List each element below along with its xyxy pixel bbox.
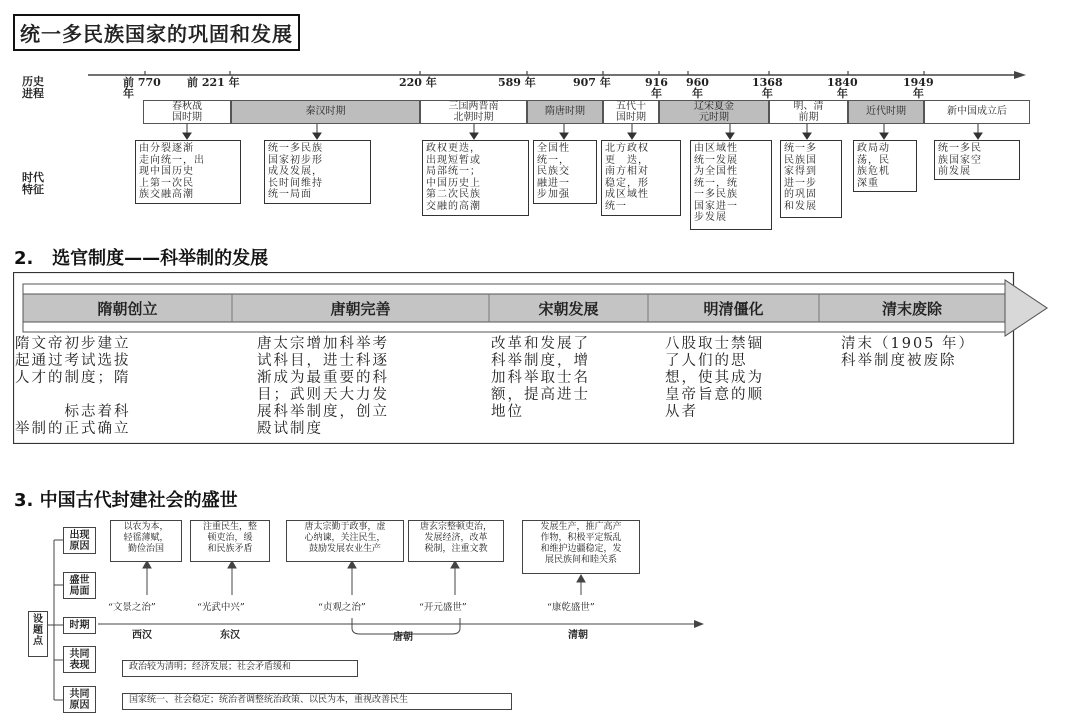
dynasty-label: 清朝	[568, 630, 588, 641]
keju-stage-body: 唐太宗增加科举考 试科目，进士科逐 渐成为最重要的科 目；武则天大力发 展科举制度，创立 殿试制度	[257, 336, 389, 437]
year-label: 1949 年	[903, 76, 934, 100]
feature-box: 由区域性 统一发展 为全国性 统一，统 一多民族 国家进一 步发展	[690, 140, 772, 230]
feature-box: 全国性 统一， 民族交 融进一 步加强	[533, 140, 597, 204]
reason-box: 注重民生，整 顿吏治，缓 和民族矛盾	[190, 520, 270, 562]
reason-box: 唐太宗勤于政事，虚 心纳谏，关注民生， 鼓励发展农业生产	[286, 520, 404, 562]
feature-box: 政权更迭， 出现短暂或 局部统一； 中国历史上 第二次民族 交融的高潮	[422, 140, 529, 216]
year-label: 前 770 年	[123, 76, 161, 100]
event-label: “开元盛世”	[419, 602, 467, 613]
period-qin-han: 秦汉时期	[231, 100, 420, 124]
row-label-feature: 时代 特征	[22, 171, 44, 196]
feature-box: 统一多 民族国 家得到 进一步 的巩固 和发展	[780, 140, 842, 218]
feature-box: 统一多民族 国家初步形 成及发展， 长时间维持 统一局面	[264, 140, 371, 204]
reason-box: 唐玄宗整顿吏治， 发展经济，改革 税制，注重文教	[408, 520, 504, 562]
section2-title: 2. 选官制度——科举制的发展	[14, 248, 269, 269]
row-label-history: 历史 进程	[22, 75, 44, 100]
section3-title: 3. 中国古代封建社会的盛世	[14, 490, 238, 511]
section1-title: 统一多民族国家的巩固和发展	[13, 14, 300, 51]
keju-arrow-tip	[1005, 280, 1047, 336]
year-label: 907 年	[573, 76, 611, 89]
dynasty-label: 西汉	[132, 630, 152, 641]
side-label: 共同 表现	[63, 646, 96, 673]
keju-stage-body: 清末（1905 年） 科举制度被废除	[841, 336, 976, 369]
reason-box: 以农为本， 轻徭薄赋， 勤俭治国	[110, 520, 182, 562]
side-label: 共同 原因	[63, 686, 96, 713]
feature-box: 统一多民 族国家空 前发展	[934, 140, 1020, 180]
feature-box: 由分裂逐渐 走向统一，出 现中国历史 上第一次民 族交融高潮	[135, 140, 241, 204]
period-sui-tang: 隋唐时期	[527, 100, 603, 124]
period-three-kingdoms: 三国两晋南 北朝时期	[420, 100, 527, 124]
year-label: 前 221 年	[187, 76, 240, 89]
period-five-dynasties: 五代十 国时期	[603, 100, 659, 124]
common-reason-box: 国家统一、社会稳定；统治者调整统治政策、以民为本，重视改善民生	[122, 693, 512, 710]
dynasty-label: 东汉	[220, 630, 240, 641]
keju-stage-head: 隋朝创立	[97, 300, 158, 318]
feature-box: 政局动 荡，民 族危机 深重	[853, 140, 917, 192]
year-label: 220 年	[399, 76, 437, 89]
feature-box: 北方政权 更 迭， 南方相对 稳定，形 成区域性 统一	[601, 140, 681, 216]
year-label: 1840 年	[827, 76, 858, 100]
dynasty-label-tang: 唐朝	[393, 632, 413, 643]
event-label: “贞观之治”	[318, 602, 366, 613]
year-label: 1368 年	[752, 76, 783, 100]
common-performance-box: 政治较为清明；经济发展；社会矛盾缓和	[122, 660, 358, 677]
event-label: “康乾盛世”	[547, 602, 595, 613]
period-spring-autumn: 春秋战 国时期	[143, 100, 231, 124]
side-label: 盛世 局面	[63, 572, 96, 599]
keju-stage-head: 清末废除	[881, 300, 942, 318]
keju-stage-head: 明清僵化	[703, 300, 764, 318]
period-ming-qing: 明、清 前期	[769, 100, 848, 124]
period-new-china: 新中国成立后	[924, 100, 1030, 124]
keju-stage-body: 八股取士禁锢 了人们的思 想，使其成为 皇帝旨意的顺 从者	[665, 336, 764, 420]
root-label: 设 题 点	[28, 611, 48, 657]
year-label: 960 年	[686, 76, 709, 100]
period-modern: 近代时期	[848, 100, 924, 124]
timeline-arrowhead	[1014, 71, 1026, 79]
keju-panel	[13, 272, 1065, 444]
keju-stage-head: 唐朝完善	[330, 300, 391, 318]
keju-stage-head: 宋朝发展	[538, 300, 599, 318]
event-label: “光武中兴”	[197, 602, 245, 613]
event-label: “文景之治”	[108, 602, 156, 613]
year-label: 916 年	[645, 76, 668, 100]
side-label: 出现 原因	[63, 527, 96, 554]
side-label: 时期	[63, 617, 96, 634]
keju-stage-body: 隋文帝初步建立 起通过考试选拔 人才的制度；隋 标志着科 举制的正式确立	[15, 336, 131, 437]
keju-stage-body: 改革和发展了 科举制度，增 加科举取士名 额，提高进士 地位	[491, 336, 590, 420]
period-liao-song: 辽宋夏金 元时期	[659, 100, 769, 124]
year-label: 589 年	[498, 76, 536, 89]
reason-box: 发展生产，推广高产 作物，积极平定叛乱 和维护边疆稳定，发 展民族间和睦关系	[522, 520, 640, 574]
